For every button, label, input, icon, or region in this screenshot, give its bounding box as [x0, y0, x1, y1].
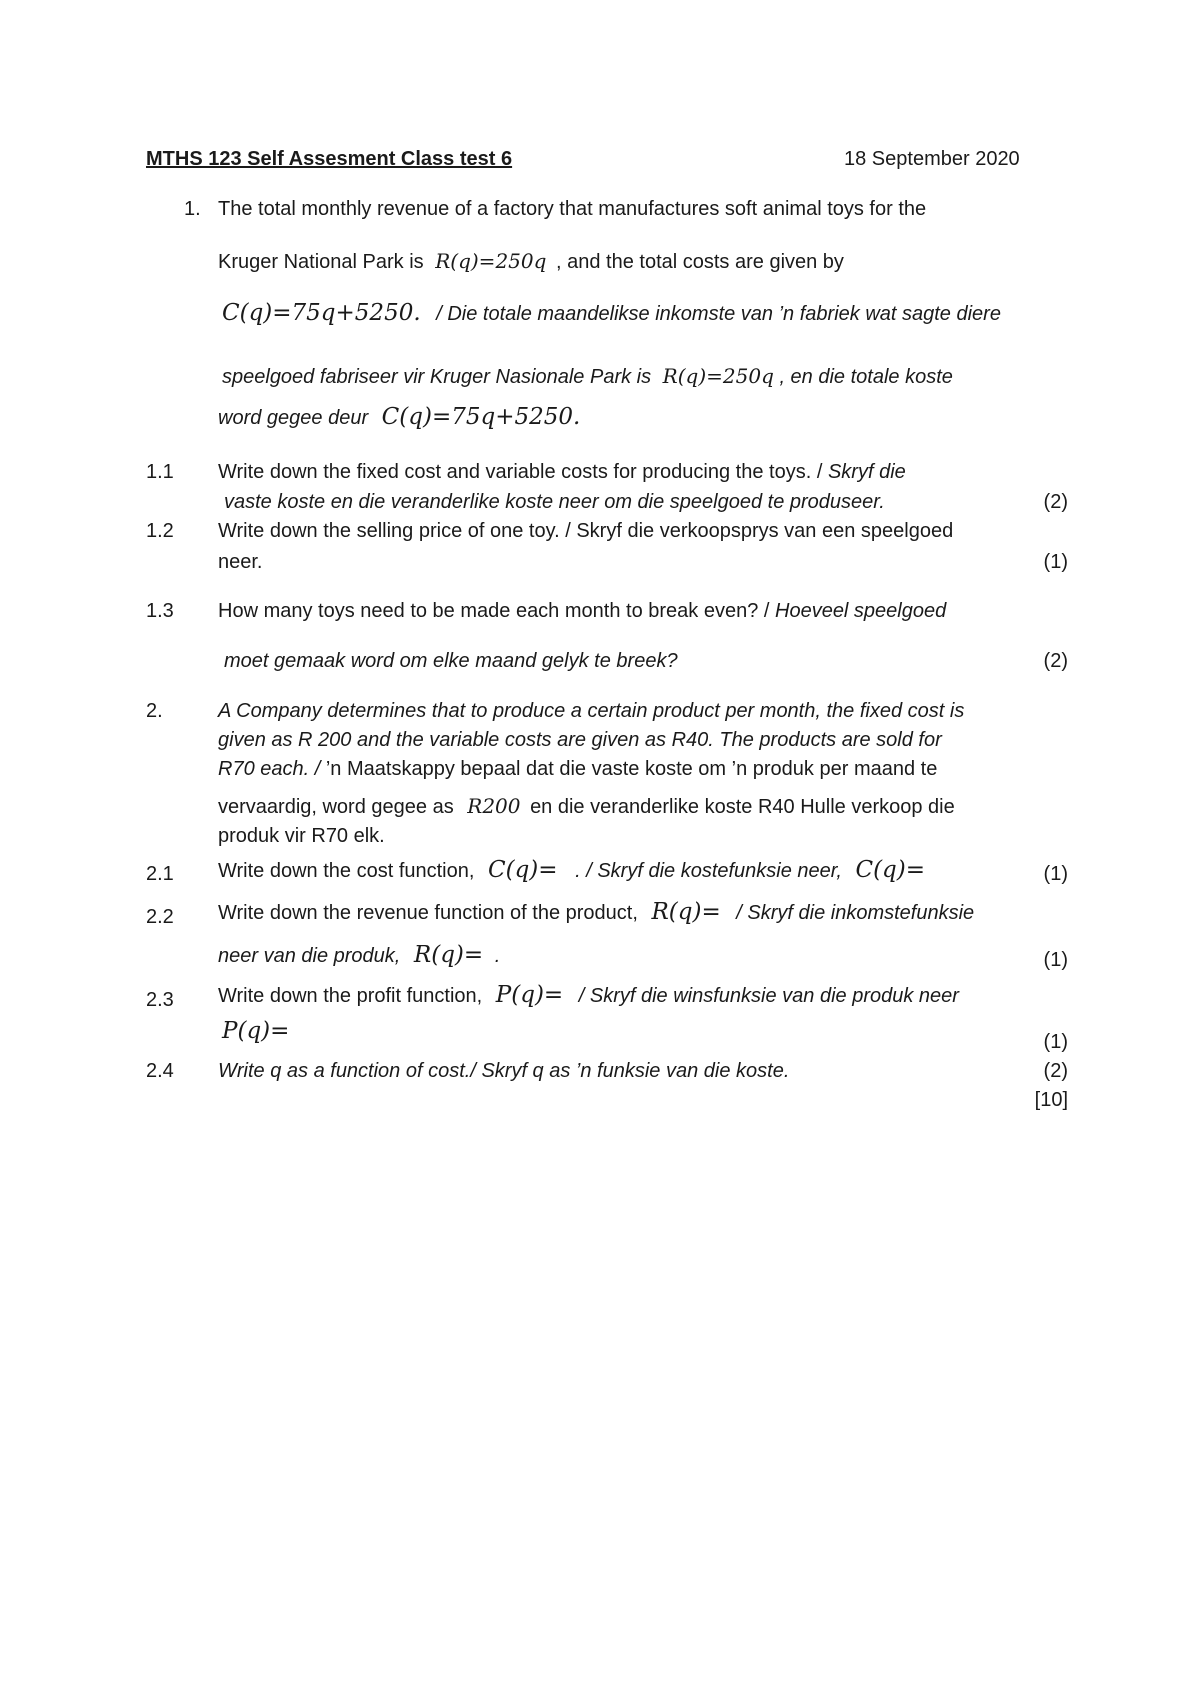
- q1-2-line2: neer.: [218, 551, 263, 573]
- q2-3-marks: (1): [1043, 1031, 1068, 1053]
- af-profit-function-eq: P(q)=: [222, 1018, 290, 1044]
- page-title: MTHS 123 Self Assesment Class test 6: [146, 148, 513, 170]
- q1-1-line2: vaste koste en die veranderlike koste neer om die speelgoed te produseer.: [224, 491, 885, 513]
- q1-af-line3: word gegee deur C(q)=75q+5250.: [218, 404, 581, 430]
- q2-3-line1: Write down the profit function, P(q)= / Skryf die winsfunksie van die produk neer: [218, 982, 959, 1008]
- q2-line3: R70 each. / ’n Maatskappy bepaal dat die vaste koste om ’n produk per maand te: [218, 758, 938, 780]
- q2-2-line2: neer van die produk, R(q)= .: [218, 942, 501, 968]
- q1-2-marks: (1): [1043, 551, 1068, 573]
- q1-3-line1: How many toys need to be made each month to break even? / Hoeveel speelgoed: [218, 600, 947, 622]
- profit-function-eq: P(q)=: [495, 982, 564, 1008]
- q2-line2: given as R 200 and the variable costs are given as R40. The products are sold for: [218, 729, 942, 751]
- q1-3-number: 1.3: [146, 600, 174, 622]
- af-revenue-equation: R(q)=250q: [662, 364, 774, 388]
- q1-1-marks: (2): [1043, 491, 1068, 513]
- q2-3-number: 2.3: [146, 989, 174, 1011]
- af-revenue-function-eq: R(q)=: [413, 942, 484, 968]
- q2-1-line: Write down the cost function, C(q)= . / Skryf die kostefunksie neer, C(q)=: [218, 857, 926, 883]
- q1-2-number: 1.2: [146, 520, 174, 542]
- revenue-equation: R(q)=250q: [435, 249, 547, 273]
- cost-function-eq: C(q)=: [488, 857, 558, 883]
- q1-af-line2: speelgoed fabriseer vir Kruger Nasionale Park is R(q)=250q , en die totale koste: [222, 364, 953, 388]
- test-date: 18 September 2020: [844, 148, 1020, 170]
- q2-2-line1: Write down the revenue function of the product, R(q)= / Skryf die inkomstefunksie: [218, 899, 975, 925]
- q1-2-line1: Write down the selling price of one toy. / Skryf die verkoopsprys van een speelgoed: [218, 520, 954, 542]
- total-marks: [10]: [1034, 1089, 1068, 1111]
- q2-line4: vervaardig, word gegee as R200 en die veranderlike koste R40 Hulle verkoop die: [218, 794, 955, 818]
- q2-2-number: 2.2: [146, 906, 174, 928]
- fixed-cost-equation: R200: [467, 794, 521, 818]
- q2-line5: produk vir R70 elk.: [218, 825, 385, 847]
- q1-number: 1.: [184, 198, 201, 220]
- revenue-function-eq: R(q)=: [651, 899, 721, 925]
- q2-4-number: 2.4: [146, 1060, 174, 1082]
- q1-3-line2: moet gemaak word om elke maand gelyk te breek?: [224, 650, 678, 672]
- q2-4-marks: (2): [1043, 1060, 1068, 1082]
- q1-line3: C(q)=75q+5250. / Die totale maandelikse inkomste van ’n fabriek wat sagte diere: [222, 300, 1001, 326]
- q2-2-marks: (1): [1043, 949, 1068, 971]
- q2-line1: A Company determines that to produce a certain product per month, the fixed cost is: [218, 700, 965, 722]
- q1-line2: Kruger National Park is R(q)=250q , and the total costs are given by: [218, 249, 844, 273]
- q2-number: 2.: [146, 700, 163, 722]
- q2-1-marks: (1): [1043, 863, 1068, 885]
- q2-4-line: Write q as a function of cost./ Skryf q as ’n funksie van die koste.: [218, 1060, 790, 1082]
- q1-3-marks: (2): [1043, 650, 1068, 672]
- q1-1-number: 1.1: [146, 461, 174, 483]
- af-cost-equation: C(q)=75q+5250.: [381, 404, 581, 430]
- q2-1-number: 2.1: [146, 863, 174, 885]
- q1-line1: The total monthly revenue of a factory that manufactures soft animal toys for the: [218, 198, 927, 220]
- q1-1-line1: Write down the fixed cost and variable costs for producing the toys. / Skryf die: [218, 461, 906, 483]
- af-cost-function-eq: C(q)=: [855, 857, 926, 883]
- cost-equation: C(q)=75q+5250.: [222, 300, 421, 326]
